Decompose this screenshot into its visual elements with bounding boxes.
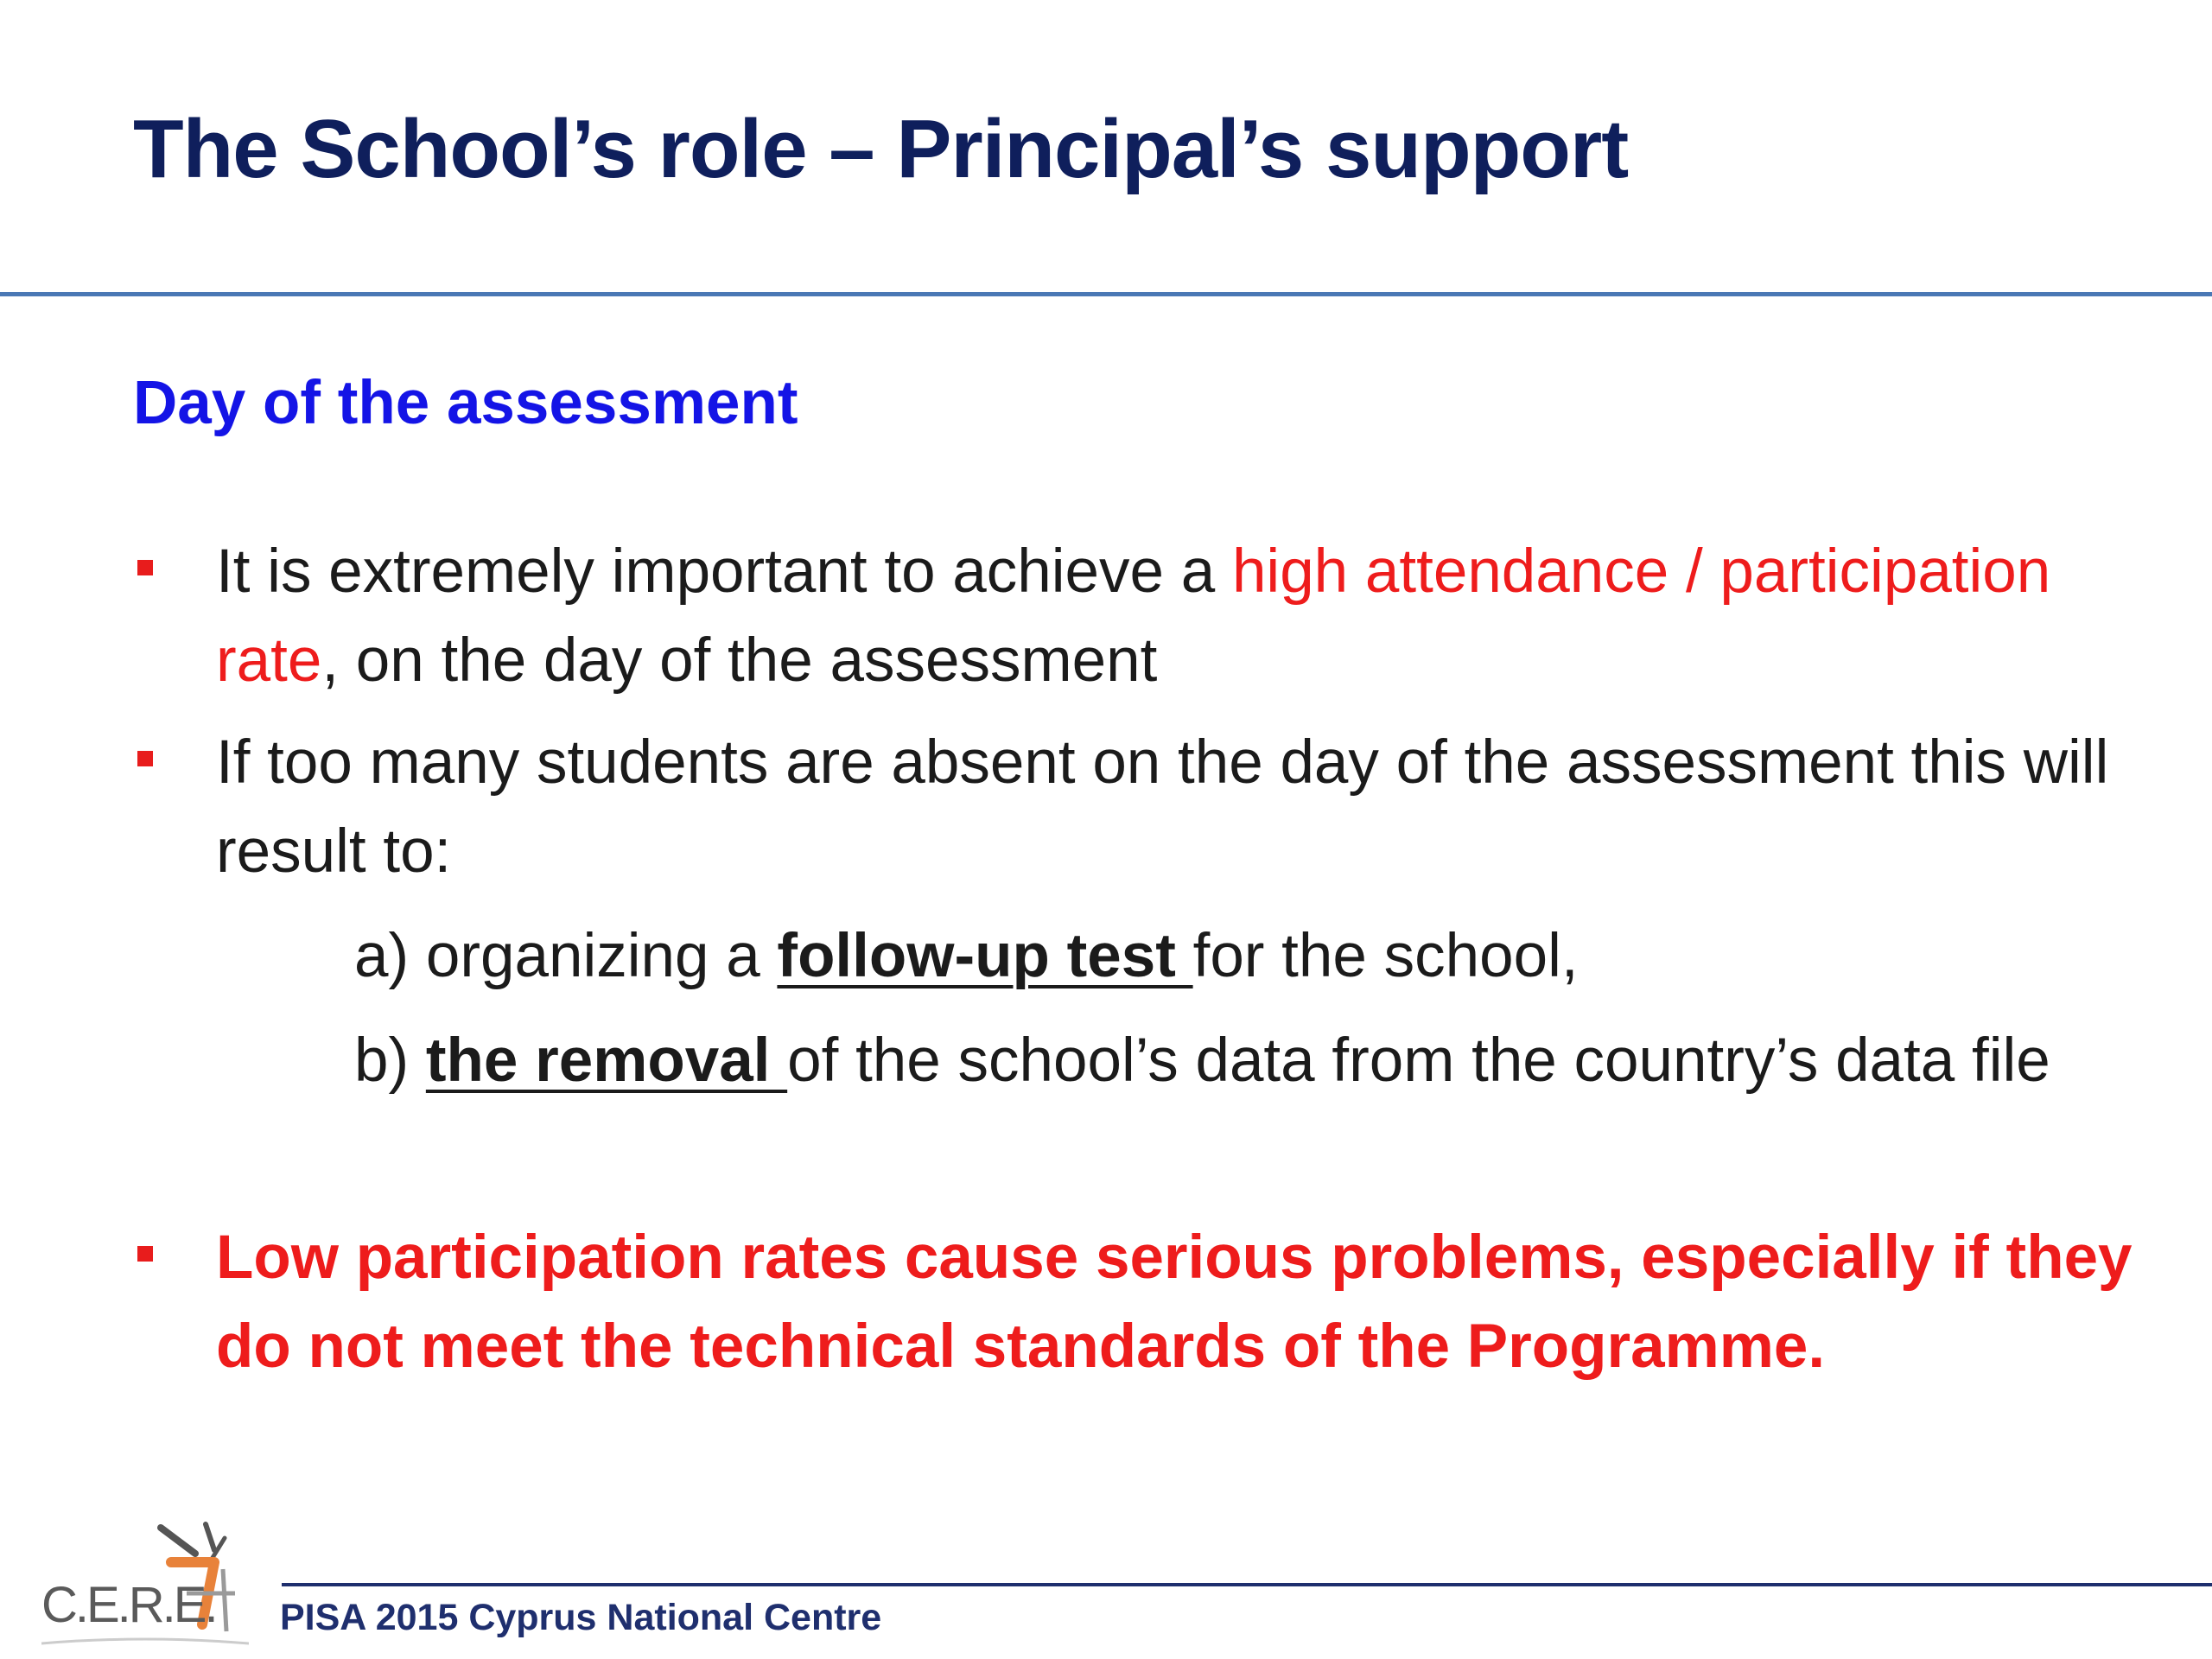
- footer-text: PISA 2015 Cyprus National Centre: [280, 1597, 882, 1638]
- cere-logo: [41, 1521, 249, 1650]
- logo-text: C.E.R.E.: [41, 1577, 216, 1633]
- sub-item-suffix: for the school,: [1192, 922, 1579, 990]
- bullet-square-icon: [137, 751, 153, 766]
- sub-item-emphasis: the removal: [425, 1027, 788, 1095]
- sub-item-prefix: a) organizing a: [354, 922, 778, 990]
- sub-item-emphasis: follow-up test: [777, 922, 1193, 990]
- sub-item-removal: [354, 1016, 2169, 1105]
- slide-title: The School’s role – Principal’s support: [133, 103, 1629, 195]
- bullet-text-warning: Low participation rates cause serious problems, especially if they do not meet the technical standards of the Programme.: [216, 1224, 2133, 1381]
- section-heading: Day of the assessment: [133, 369, 798, 437]
- bullet-square-icon: [137, 1246, 153, 1262]
- bullet-text-start: It is extremely important to achieve a: [216, 537, 1232, 606]
- sub-item-follow-up: [354, 912, 2169, 1001]
- bullet-text: [216, 527, 2143, 705]
- highlight-text: high attendance / participation rate: [216, 537, 2051, 695]
- footer-divider: [282, 1583, 2212, 1586]
- bullet-square-icon: [137, 560, 153, 575]
- title-divider: [0, 292, 2212, 296]
- sub-item-suffix: of the school’s data from the country’s data file: [787, 1027, 2050, 1095]
- bullet-text-end: , on the day of the assessment: [321, 626, 1158, 695]
- bullet-text: If too many students are absent on the day of the assessment this will result to:: [216, 728, 2109, 886]
- sub-item-prefix: b): [354, 1027, 426, 1095]
